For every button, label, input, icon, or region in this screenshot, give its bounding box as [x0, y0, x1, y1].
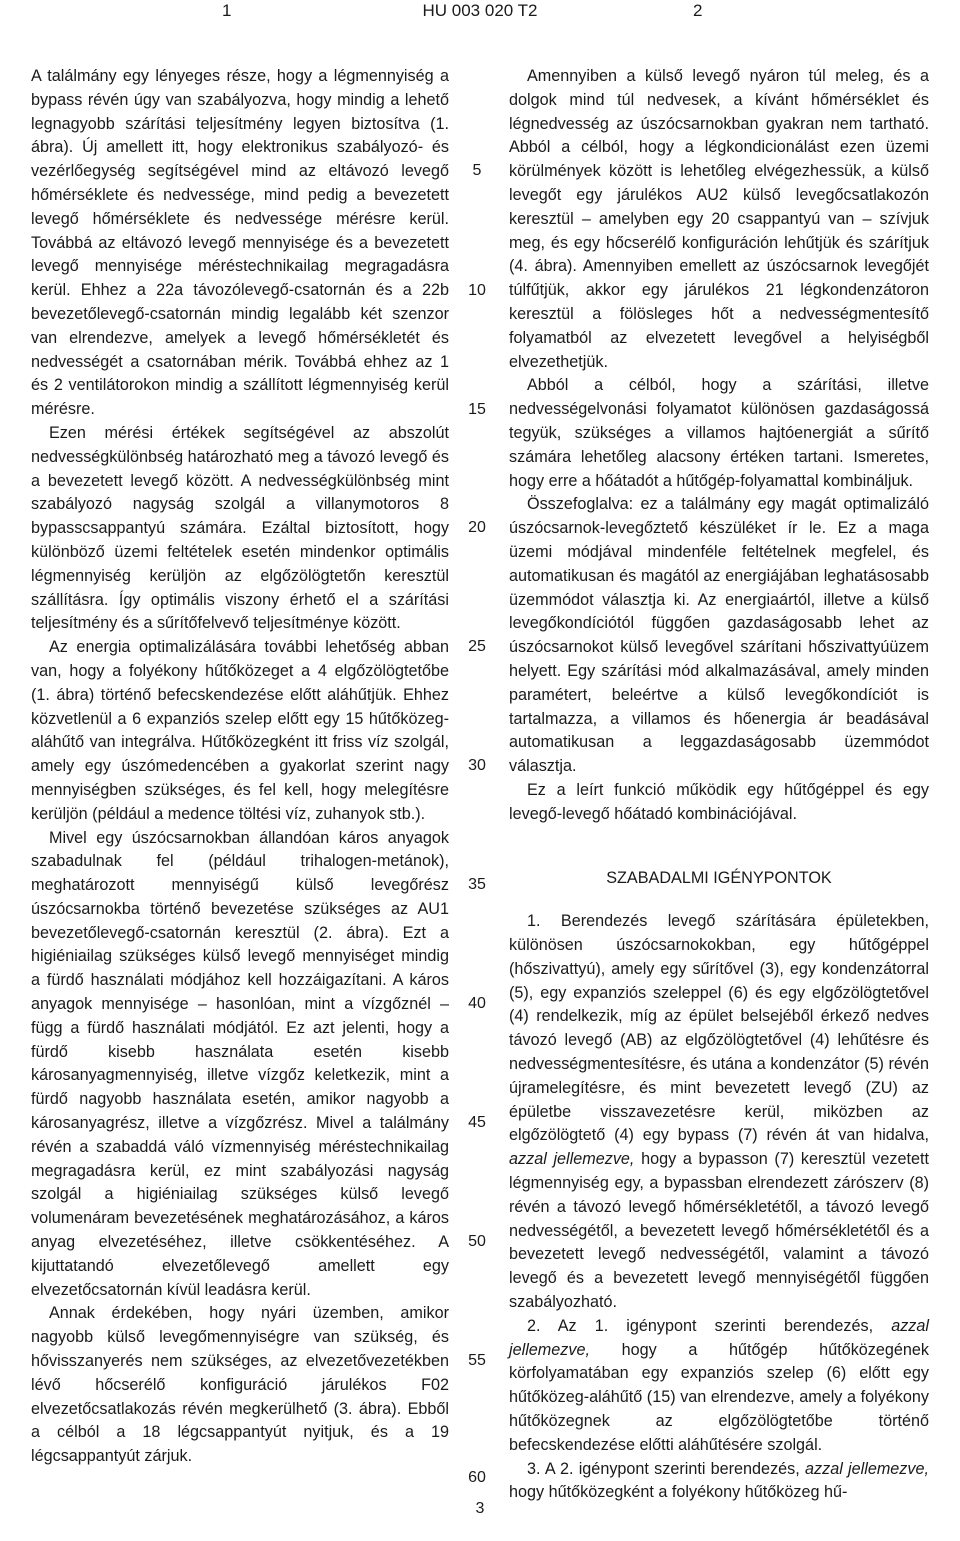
claim-text: 1. Berendezés levegő szárítására épületekben, különösen úszócsarnokokban, egy hűtőgéppel (hőszivattyú), amely egy sűrítővel (3), egy kondenzátorral (5), egy expanziós szeleppel (6) és egy elgőzölögtetővel (4) rendelkezik, míg az épület belsejéből érkező nedves távozó levegő (AB) az elgőzölögtetővel (4) lehűtésre és nedvességmentesítésre, és utána a kondenzátor (5) révén újramelegítésre, és mint bevezetett levegő (ZU) az épületbe visszavezetésre kerül, miközben az elgőzölögtető (4) egy bypass (7) révén át van hidalva,: [509, 912, 929, 1145]
claim-text: 3. A 2. igénypont szerinti berendezés,: [527, 1459, 805, 1478]
line-number: 60: [468, 1469, 486, 1486]
paragraph: Ez a leírt funkció működik egy hűtőgéppel és egy levegő-levegő hőátadó kombinációjával.: [509, 780, 929, 823]
right-column: [509, 65, 929, 1505]
line-number: 30: [468, 757, 486, 774]
claim-text: 2. Az 1. igénypont szerinti berendezés,: [527, 1316, 892, 1335]
paragraph: Mivel egy úszócsarnokban állandóan káros anyagok szabadulnak fel (például trihalogen-metánok), meghatározott mennyiségű külső levegőrész úszócsarnokba történő bevezetése szükséges az AU1 bevezetőlevegő-csatornán keresztül (2. ábra). Ezt a higiéniailag szükséges külső levegő mennyiséget mindig a fürdő használati módjához kell hozzáigazítani. A káros anyagok mennyisége – hasonlóan, mint a vízgőznél – függ a fürdő használati módjától. Ez azt jelenti, hogy a fürdő kisebb használata esetén kisebb károsanyagmennyiség, illetve vízgőz keletkezik, mint a fürdő nagyobb használata esetén, amikor nagyobb a károsanyagrész, illetve a vízgőzrész. Mivel a találmány révén a szabaddá váló vízmennyiség méréstechnikailag megragadásra kerül, ez mint szabályozási nagyság szolgál a higiéniailag szükséges külső levegő volumenáram bevezetésének meghatározásához, a káros anyag elvezetéséhez, illetve csökkentéséhez. A kijuttatandó elvezetőlevegő amellett egy elvezetőcsatornán kívül leadásra kerül.: [31, 828, 449, 1299]
line-number: 25: [468, 638, 486, 655]
claim-3: [509, 1458, 929, 1506]
claim-2: [509, 1315, 929, 1458]
line-number: 35: [468, 876, 486, 893]
paragraph: Annak érdekében, hogy nyári üzemben, amikor nagyobb külső levegőmennyiségre van szükség, és hővisszanyerés nem szükséges, az elvezetővezetékben lévő hőcserélő konfiguráció járulékos F02 elvezetőcsatlakozás révén megkerülhető (3. ábra). Ebből a célból a 18 légcsappantyút nyitjuk, és a 19 légcsappantyút zárjuk.: [31, 1304, 449, 1466]
claim-keyword: azzal jellemezve,: [509, 1150, 635, 1169]
paragraph: Amennyiben a külső levegő nyáron túl meleg, és a dolgok mind túl nedvesek, a kívánt hőmérséklet és légnedvesség az úszócsarnokban gyakran nem tartható. Abból a célból, hogy a légkondicionálást ezen üzemi körülmények között is lehetőleg elvégezhessük, a külső levegőt egy járulékos AU2 külső levegőcsatlakozón keresztül – amelyben egy 20 csappantyú van – szívjuk meg, és egy hőcserélő konfiguráción lehűtjük és szárítjuk (4. ábra). Amennyiben emellett az úszócsarnok levegőjét túlfűtjük, akkor egy járulékos 21 légkondenzátoron keresztül a fölösleges hőt a nedvességmentesítő folyamatból az elvezetett levegővel a helyiségből elvezethetjük.: [509, 67, 929, 371]
line-number: 55: [468, 1352, 486, 1369]
paragraph: Ezen mérési értékek segítségével az abszolút nedvességkülönbség határozható meg a távozó levegő és a bevezetett levegő között. A nedvességkülönbség mint szabályozó nagyság szolgál a villanymotoros 8 bypasscsappantyú számára. Ezáltal biztosított, hogy különböző üzemi feltételek esetén mindenkor optimális légmennyiség kerüljön az elgőzölögtetőn keresztül szállításra. Így optimális viszony érhető el a szárítási teljesítmény és a sűrítőfelvevő teljesítménye között.: [31, 423, 449, 633]
claims-heading: SZABADALMI IGÉNYPONTOK: [606, 868, 832, 887]
claim-keyword: azzal jellemezve,: [805, 1459, 929, 1478]
claim-text: hogy hűtőközegként a folyékony hűtőközeg hű-: [509, 1483, 848, 1502]
document-id: HU 003 020 T2: [422, 1, 538, 20]
left-column: [31, 65, 449, 1469]
line-number: 20: [468, 519, 486, 536]
claim-text: hogy a hűtőgép hűtőközegének körfolyamatában egy expanziós szelep (6) előtt egy hűtőközeg-aláhűtő (15) van elrendezve, amely a folyékony hűtőközegnek az elgőzölögtetőbe történő befecskendezése előtti aláhűtésére szolgál.: [509, 1340, 929, 1454]
claim-1: [509, 910, 929, 1315]
paragraph: Abból a célból, hogy a szárítási, illetve nedvességelvonási folyamatot különösen gazdaságossá tegyük, szükséges a villamos hajtóenergiát a sűrítő számára lehetőleg alacsony értéken tartani. Ismeretes, hogy erre a hőátadót a hűtőgép-folyamattal kombináljuk.: [509, 376, 929, 490]
line-number: 15: [468, 401, 486, 418]
left-page-number: 1: [222, 1, 232, 20]
line-number: 5: [472, 162, 482, 179]
right-page-number: 2: [693, 1, 703, 20]
claim-keyword: azzal jellemezve,: [509, 1316, 929, 1359]
paragraph: Összefoglalva: ez a találmány egy magát optimalizáló úszócsarnok-levegőztető készüléket ír le. Ez a maga üzemi módjával mindenféle feltételnek megfelel, és automatikusan és magától az energiájában leghatásosabb üzemmódot választja ki. Az energiaártól, illetve a külső levegőkondíciótól függően gazdaságosabb lehet az úszócsarnokot külső levegővel szárítani hőszivattyúüzem helyett. Egy szárítási mód alkalmazásával, amely minden paramétert, beleértve a külső levegőkondíciót is tartalmazza, a villamos és hőenergia ár beadásával automatikusan a leggazdaságosabb üzemmódot választja.: [509, 495, 929, 776]
line-number: 10: [468, 282, 486, 299]
paragraph: A találmány egy lényeges része, hogy a légmennyiség a bypass révén úgy van szabályozva, hogy mindig a lehető legnagyobb szárítási teljesítmény legyen biztosítva (1. ábra). Új amellett itt, hogy elektronikus szabályozó- és vezérlőegység segítségével mind az eltávozó levegő hőmérséklete és nedvessége, mind pedig a bevezetett levegő hőmérséklete és nedvessége mérésre kerül. Továbbá az eltávozó levegő mennyisége és a bevezetett levegő mennyisége méréstechnikailag megragadásra kerül. Ehhez a 22a távozólevegő-csatornán és a 22b bevezetőlevegő-csatornán mindig legalább két szenzor van elrendezve, amelyek a levegő hőmérsékletét és nedvességét a csatornában mérik. Továbbá ehhez az 1 és 2 ventilátorokon mindig a szállított légmennyiség kerül mérésre.: [31, 67, 449, 419]
line-number: 40: [468, 995, 486, 1012]
line-number: 45: [468, 1114, 486, 1131]
claim-text: hogy a bypasson (7) keresztül vezetett légmennyiség egy, a bypassban elrendezett zárószerv (8) révén a távozó levegő hőmérsékletétől, a távozó levegő nedvességétől, a bevezetett levegő hőmérsékletétől és a bevezetett levegő nedvességétől, valamint a távozó levegő és a bevezetett levegő mennyiségétől függően szabályozható.: [509, 1150, 929, 1312]
line-number: 50: [468, 1233, 486, 1250]
paragraph: Az energia optimalizálására további lehetőség abban van, hogy a folyékony hűtőközeget a 4 elgőzölögtetőbe (1. ábra) történő befecskendezése előtt aláhűtjük. Ehhez közvetlenül a 6 expanziós szelep előtt egy 15 hűtőközeg-aláhűtő van integrálva. Hűtőközegként itt friss víz szolgál, amely egy úszómedencében a gyakorlat szerint nagy mennyiségben szükséges, és fel kell, hogy melegítésre kerüljön (például a medence töltési víz, zuhanyok stb.).: [31, 638, 449, 823]
footer-page-number: 3: [475, 1500, 485, 1517]
